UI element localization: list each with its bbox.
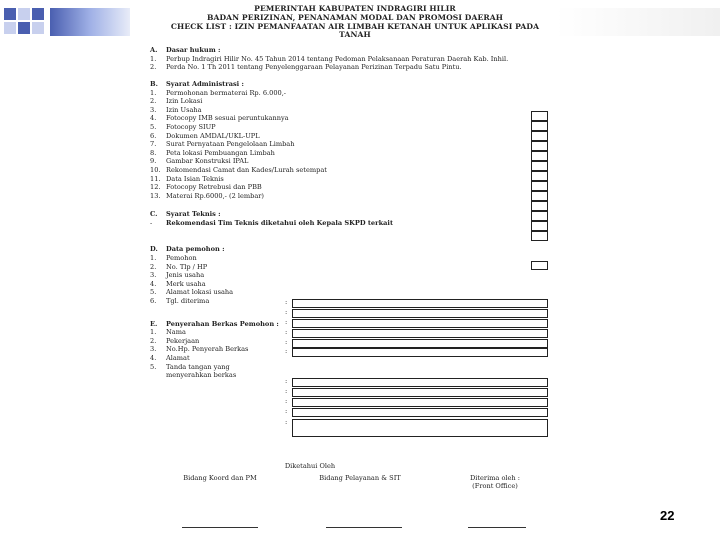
list-item: [150, 219, 560, 228]
deco-square: [32, 8, 44, 20]
item-text: Fotocopy SIUP: [166, 122, 216, 131]
section-title: Syarat Administrasi :: [166, 79, 244, 88]
item-number: 5.: [150, 362, 157, 371]
item-text: No. Tlp / HP: [166, 262, 208, 271]
field-colon: :: [285, 418, 288, 426]
section-d-heading: [150, 245, 560, 254]
field-colon: :: [285, 387, 288, 395]
title-line-1: PEMERINTAH KABUPATEN INDRAGIRI HILIR: [254, 4, 456, 13]
item-number: 1.: [150, 88, 157, 97]
item-text: Jenis usaha: [166, 271, 205, 280]
signature-line-left: [182, 527, 258, 528]
item-number: 1.: [150, 328, 157, 337]
field-colon: :: [285, 347, 288, 355]
checkbox-technical[interactable]: [531, 261, 548, 270]
item-number: 1.: [150, 254, 157, 263]
field-colon: :: [285, 318, 288, 326]
item-text: Rekomendasi Tim Teknis diketahui oleh Kepala SKPD terkait: [166, 218, 393, 227]
known-by-label: Diketahui Oleh: [284, 462, 336, 470]
input-field[interactable]: [292, 419, 548, 437]
field-colon: :: [285, 308, 288, 316]
list-item: [150, 175, 560, 184]
checkbox-requirement[interactable]: [531, 131, 548, 141]
list-item: [150, 97, 560, 106]
item-text: Izin Usaha: [166, 105, 202, 114]
input-field[interactable]: [292, 388, 548, 397]
signature-right-label: [450, 474, 540, 490]
item-number: 2.: [150, 63, 157, 72]
list-item: [150, 271, 560, 280]
input-field[interactable]: [292, 339, 548, 348]
list-item: [150, 280, 560, 289]
item-text: Pekerjaan: [166, 336, 200, 345]
item-text: Perda No. 1 Th 2011 tentang Penyelenggaraan Pelayanan Perizinan Terpadu Satu Pintu.: [166, 63, 462, 72]
item-number: 9.: [150, 157, 157, 166]
section-label: E.: [150, 319, 158, 328]
section-b-list: [150, 89, 560, 201]
item-text: Rekomendasi Camat dan Kades/Lurah setempat: [166, 165, 327, 174]
item-number: 10.: [150, 165, 161, 174]
signature-right-line-2: (Front Office): [472, 482, 518, 490]
section-label: A.: [150, 46, 158, 55]
list-item: [150, 288, 560, 297]
item-number: 2.: [150, 336, 157, 345]
section-title: Penyerahan Berkas Pemohon :: [166, 319, 279, 328]
item-text: Tanda tangan yang menyerahkan berkas: [166, 362, 237, 380]
list-item: [150, 123, 560, 132]
list-item: [150, 254, 560, 263]
section-label: D.: [150, 245, 158, 254]
checkbox-requirement[interactable]: [531, 141, 548, 151]
list-item: [150, 106, 560, 115]
item-number: 2.: [150, 97, 157, 106]
item-number: -: [150, 218, 153, 227]
field-colon: :: [285, 338, 288, 346]
item-text: Gambar Konstruksi IPAL: [166, 157, 249, 166]
section-label: B.: [150, 79, 158, 88]
deco-square: [18, 22, 30, 34]
checkbox-requirement[interactable]: [531, 151, 548, 161]
list-item: [150, 183, 560, 192]
checkbox-requirement[interactable]: [531, 181, 548, 191]
item-text: No.Hp. Penyerah Berkas: [166, 345, 249, 354]
item-number: 4.: [150, 279, 157, 288]
item-number: 3.: [150, 105, 157, 114]
checkbox-requirement[interactable]: [531, 211, 548, 221]
item-number: 2.: [150, 262, 157, 271]
item-number: 12.: [150, 183, 161, 192]
item-number: 8.: [150, 148, 157, 157]
signature-middle-label: Bidang Pelayanan & SIT: [319, 474, 401, 482]
item-number: 4.: [150, 354, 157, 362]
checkbox-requirement[interactable]: [531, 191, 548, 201]
input-field[interactable]: [292, 348, 548, 357]
checkbox-requirement[interactable]: [531, 111, 548, 121]
signature-right-line-1: Diterima oleh :: [469, 474, 521, 482]
input-field[interactable]: [292, 319, 548, 328]
section-label: C.: [150, 210, 158, 219]
item-text: Merk usaha: [166, 279, 206, 288]
item-text: Nama: [166, 328, 186, 337]
section-title: Dasar hukum :: [166, 46, 221, 55]
item-text: Surat Pernyataan Pengelolaan Limbah: [166, 140, 295, 149]
checkbox-requirement[interactable]: [531, 161, 548, 171]
item-text: Data Isian Teknis: [166, 174, 224, 183]
section-c-heading: [150, 210, 560, 219]
item-text: Pemohon: [166, 254, 197, 263]
field-colon: :: [285, 407, 288, 415]
checkbox-requirement[interactable]: [531, 201, 548, 211]
section-title: Data pemohon :: [166, 245, 225, 254]
item-number: 3.: [150, 345, 157, 354]
header-gradient-bar-left: [50, 8, 130, 36]
item-text: Alamat lokasi usaha: [166, 288, 234, 297]
input-field[interactable]: [292, 398, 548, 407]
deco-square: [4, 22, 16, 34]
field-colon: :: [285, 298, 288, 306]
item-number: 7.: [150, 140, 157, 149]
section-a-heading: [150, 46, 560, 55]
header-gradient-bar-right: [556, 8, 720, 36]
section-b-heading: [150, 80, 560, 89]
checkbox-requirement[interactable]: [531, 171, 548, 181]
item-text: Fotocopy Retrebusi dan PBB: [166, 183, 262, 192]
item-text: Fotocopy IMB sesuai peruntukannya: [166, 114, 289, 123]
item-text: Perbup Indragiri Hilir No. 45 Tahun 2014 tentang Pedoman Pelaksanaan Peraturan Daerah Kab. Inhil.: [166, 54, 509, 63]
list-item: [150, 55, 560, 64]
item-number: 5.: [150, 122, 157, 131]
item-number: 6.: [150, 297, 157, 306]
title-line-3: CHECK LIST : IZIN PEMANFAATAN AIR LIMBAH KETANAH UNTUK APLIKASI PADA: [170, 21, 540, 31]
list-item: [150, 166, 560, 175]
item-text: Dokumen AMDAL/UKL-UPL: [166, 131, 260, 140]
item-number: 4.: [150, 114, 157, 123]
list-item: [150, 149, 560, 158]
item-number: 13.: [150, 191, 161, 200]
signature-left-label: Bidang Koord dan PM: [183, 474, 257, 482]
page-number: 22: [660, 508, 675, 523]
field-colon: :: [285, 328, 288, 336]
item-number: 3.: [150, 271, 157, 280]
deco-square: [32, 22, 44, 34]
list-item: [150, 140, 560, 149]
list-item: [150, 157, 560, 166]
checkbox-requirement[interactable]: [531, 221, 548, 231]
checkbox-requirement[interactable]: [531, 231, 548, 241]
title-line-2: BADAN PERIZINAN, PENANAMAN MODAL DAN PROMOSI DAERAH: [206, 12, 504, 22]
item-text: Tgl. diterima: [166, 297, 210, 306]
doc-title: [150, 5, 560, 40]
input-field[interactable]: [292, 309, 548, 318]
deco-square: [18, 8, 30, 20]
list-item: [150, 263, 560, 272]
input-field[interactable]: [292, 299, 548, 308]
item-number: 11.: [150, 174, 161, 183]
item-number: 6.: [150, 131, 157, 140]
deco-square: [4, 8, 16, 20]
input-field[interactable]: [292, 408, 548, 417]
section-title: Syarat Teknis :: [166, 210, 221, 219]
signature-line-right: [468, 527, 526, 528]
signature-line-middle: [326, 527, 402, 528]
checkbox-requirement[interactable]: [531, 121, 548, 131]
input-field[interactable]: [292, 378, 548, 387]
item-text: Materai Rp.6000,- (2 lembar): [166, 191, 265, 200]
input-field[interactable]: [292, 329, 548, 338]
list-item: [150, 192, 560, 201]
item-text: Peta lokasi Pembuangan Limbah: [166, 148, 275, 157]
title-line-4: TANAH: [339, 30, 371, 40]
item-text: Alamat: [166, 354, 190, 362]
field-colon: :: [285, 397, 288, 405]
field-colon: :: [285, 377, 288, 385]
item-number: 1.: [150, 54, 157, 63]
item-text: Izin Lokasi: [166, 97, 203, 106]
list-item: [150, 63, 560, 72]
item-number: 5.: [150, 288, 157, 297]
list-item: [150, 114, 560, 123]
item-text: Permohonan bermaterai Rp. 6.000,-: [166, 88, 287, 97]
list-item: [150, 132, 560, 141]
list-item: [150, 89, 560, 98]
